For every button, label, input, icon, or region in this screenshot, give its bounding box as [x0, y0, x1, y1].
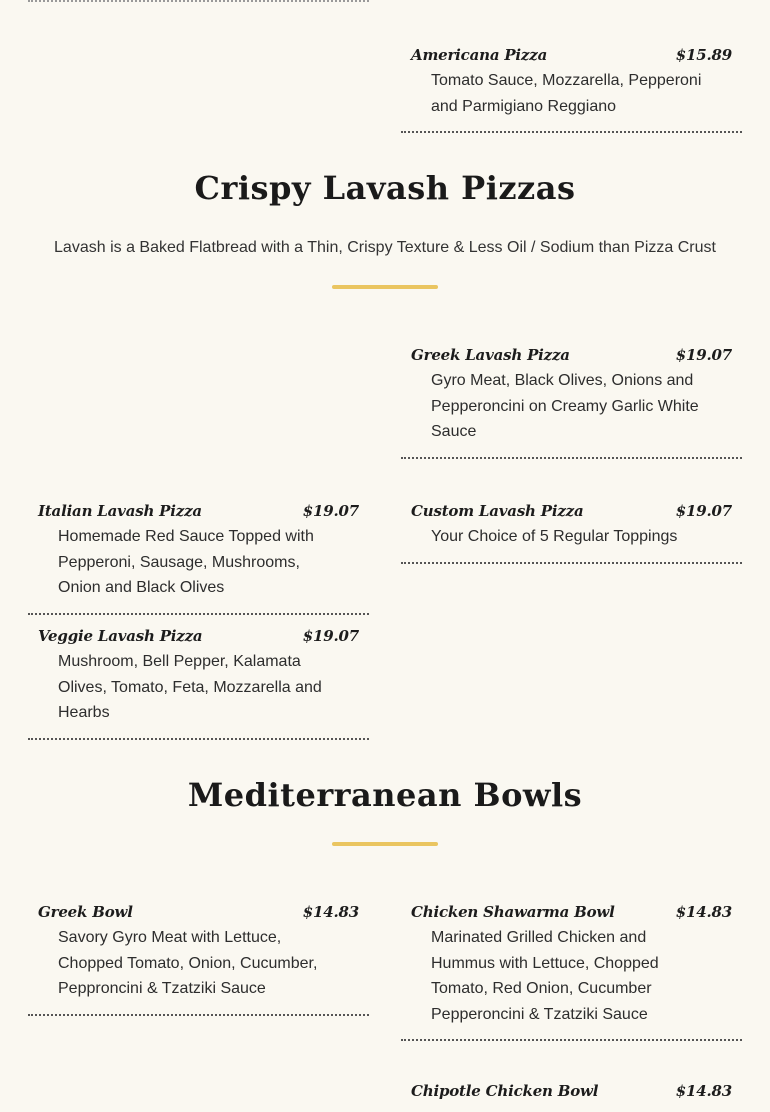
item-name: Chicken Shawarma Bowl	[411, 903, 615, 921]
menu-item-chicken-shawarma-bowl[interactable]	[401, 897, 742, 1041]
item-price: $19.07	[302, 627, 359, 645]
item-price: $19.07	[675, 346, 732, 364]
menu-item-custom-lavash-pizza[interactable]	[401, 496, 742, 564]
item-price: $14.83	[675, 1082, 732, 1100]
item-name: Custom Lavash Pizza	[411, 502, 584, 520]
menu-item-chipotle-chicken-bowl[interactable]	[401, 1076, 742, 1112]
item-name: Greek Bowl	[38, 903, 133, 921]
item-description: Mushroom, Bell Pepper, Kalamata Olives, Tomato, Feta, Mozzarella and Hearbs	[58, 653, 322, 721]
item-description: Homemade Red Sauce Topped with Pepperoni, Sausage, Mushrooms, Onion and Black Olives	[58, 528, 314, 596]
item-name: Veggie Lavash Pizza	[38, 627, 203, 645]
item-name: Greek Lavash Pizza	[411, 346, 570, 364]
item-name: Chipotle Chicken Bowl	[411, 1082, 599, 1100]
item-price: $19.07	[302, 502, 359, 520]
item-description: Tomato Sauce, Mozzarella, Pepperoni and Parmigiano Reggiano	[431, 72, 702, 115]
section-title-bowls: Mediterranean Bowls	[187, 776, 583, 814]
item-name: Italian Lavash Pizza	[38, 502, 202, 520]
section-title-lavash: Crispy Lavash Pizzas	[194, 169, 576, 207]
menu-item-veggie-lavash-pizza[interactable]	[28, 621, 369, 740]
item-name: Americana Pizza	[411, 46, 548, 64]
menu-item-americana-pizza[interactable]	[401, 40, 742, 133]
section-subtitle-lavash: Lavash is a Baked Flatbread with a Thin, Crispy Texture & Less Oil / Sodium than Pizza Crust	[54, 239, 716, 256]
item-description: Savory Gyro Meat with Lettuce, Chopped Tomato, Onion, Cucumber, Pepproncini & Tzatziki Sauce	[58, 929, 318, 997]
item-price: $14.83	[675, 903, 732, 921]
section-divider	[332, 842, 438, 846]
previous-item-divider	[28, 0, 369, 2]
item-price: $19.07	[675, 502, 732, 520]
menu-item-italian-lavash-pizza[interactable]	[28, 496, 369, 615]
menu-item-greek-bowl[interactable]	[28, 897, 369, 1016]
menu-item-greek-lavash-pizza[interactable]	[401, 340, 742, 459]
section-divider	[332, 285, 438, 289]
item-price: $15.89	[675, 46, 732, 64]
item-description: Your Choice of 5 Regular Toppings	[431, 528, 678, 545]
item-description: Gyro Meat, Black Olives, Onions and Pepperoncini on Creamy Garlic White Sauce	[431, 372, 699, 440]
item-description: Marinated Grilled Chicken and Hummus with Lettuce, Chopped Tomato, Red Onion, Cucumber Pepperoncini & Tzatziki Sauce	[431, 929, 659, 1023]
item-price: $14.83	[302, 903, 359, 921]
